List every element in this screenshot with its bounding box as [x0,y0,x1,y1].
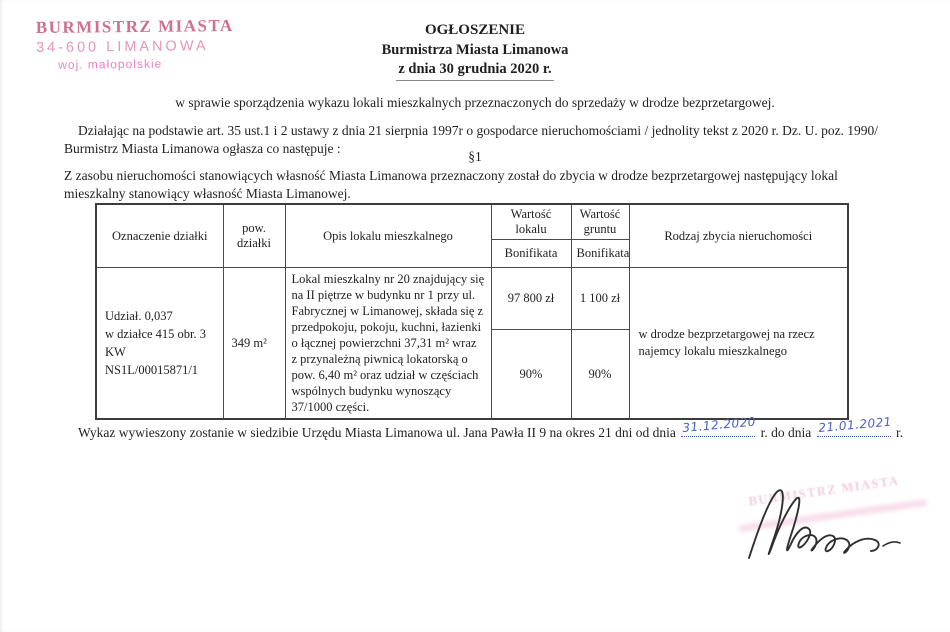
handwritten-signature [735,478,920,573]
oznaczenie-line-kw: KW NS1L/00015871/1 [105,345,199,378]
stamp-voivodeship-line: woj. małopolskie [58,57,163,73]
cell-bonifikata-lokalu: 90% [491,330,571,419]
property-table [95,203,849,420]
cell-wartosc-lokalu: 97 800 zł [491,268,571,330]
header-pow-dzialki: pow. działki [223,204,285,268]
date-to-slot [817,414,893,437]
stamp-address-line: 34-600 LIMANOWA [35,38,209,57]
cell-pow-dzialki: 349 m² [223,268,285,420]
cell-wartosc-gruntu: 1 100 zł [571,268,629,330]
header-wartosc-lokalu: Wartość lokalu [491,204,571,240]
header-bonifikata-lokalu: Bonifikata [491,240,571,268]
header-bonifikata-gruntu: Bonifikata [571,240,629,268]
date-from-slot [681,414,757,437]
header-oznaczenie-dzialki: Oznaczenie działki [96,204,223,268]
cell-rodzaj-zbycia: w drodze bezprzetargowej na rzecz najemcy lokalu mieszkalnego [629,268,848,420]
document-issuer: Burmistrza Miasta Limanowa [381,41,569,58]
posting-text-before: Wykaz wywieszony zostanie w siedzibie Urzędu Miasta Limanowa ul. Jana Pawła II 9 na okres 21 dni od dnia [78,425,676,440]
document-title: OGŁOSZENIE [424,22,526,38]
section-mark: §1 [468,149,482,164]
handwritten-date-to: 21.01.2021 [817,414,893,435]
stamp-authority-line: BURMISTRZ MIASTA [35,15,234,38]
oznaczenie-line-udzial: Udział. 0,037 [105,308,173,323]
posting-period-sentence [78,414,904,441]
document-header [0,21,950,81]
resolution-paragraph: Z zasobu nieruchomości stanowiących własność Miasta Limanowa przeznaczony został do zbycia w drodze bezprzetargowej następujący lokal mieszkalny stanowiący własność Miasta Limanowej. [64,168,838,202]
posting-text-middle: r. do dnia [760,425,812,440]
cell-opis-lokalu: Lokal mieszkalny nr 20 znajdujący się na II piętrze w budynku nr 1 przy ul. Fabrycznej w Limanowej, składa się z przedpokoju, pokoju, kuchni, łazienki o łącznej powierzchni 37,31 m² wraz z przynależną piwnicą lokatorską o pow. 6,40 m² oraz udział w częściach wspólnych budynku wynoszący 37/1000 części. [285,268,491,420]
property-table-container [95,203,849,420]
cell-oznaczenie-dzialki [96,268,223,420]
header-opis-lokalu: Opis lokalu mieszkalnego [285,204,491,268]
document-subject: w sprawie sporządzenia wykazu lokali mieszkalnych przeznaczonych do sprzedaży w drodze bezprzetargowej. [175,95,775,110]
cell-bonifikata-gruntu: 90% [571,330,629,419]
header-rodzaj-zbycia: Rodzaj zbycia nieruchomości [629,204,848,268]
document-date: z dnia 30 grudnia 2020 r. [396,60,553,81]
oznaczenie-line-dzialka: w działce 415 obr. 3 [105,326,207,341]
handwritten-date-from: 31.12.2020 [682,414,757,435]
faint-signature-stamp-text: BURMISTRZ MIASTA [747,473,901,509]
header-wartosc-gruntu: Wartość gruntu [571,204,629,240]
legal-basis-paragraph: Działając na podstawie art. 35 ust.1 i 2 ustawy z dnia 21 sierpnia 1997r o gospodarce nieruchomościami / jednolity tekst z 2020 r. Dz. U. poz. 1990/ Burmistrz Miasta Limanowa ogłasza co następuje : [64,123,879,157]
posting-text-end: r. [896,425,904,440]
